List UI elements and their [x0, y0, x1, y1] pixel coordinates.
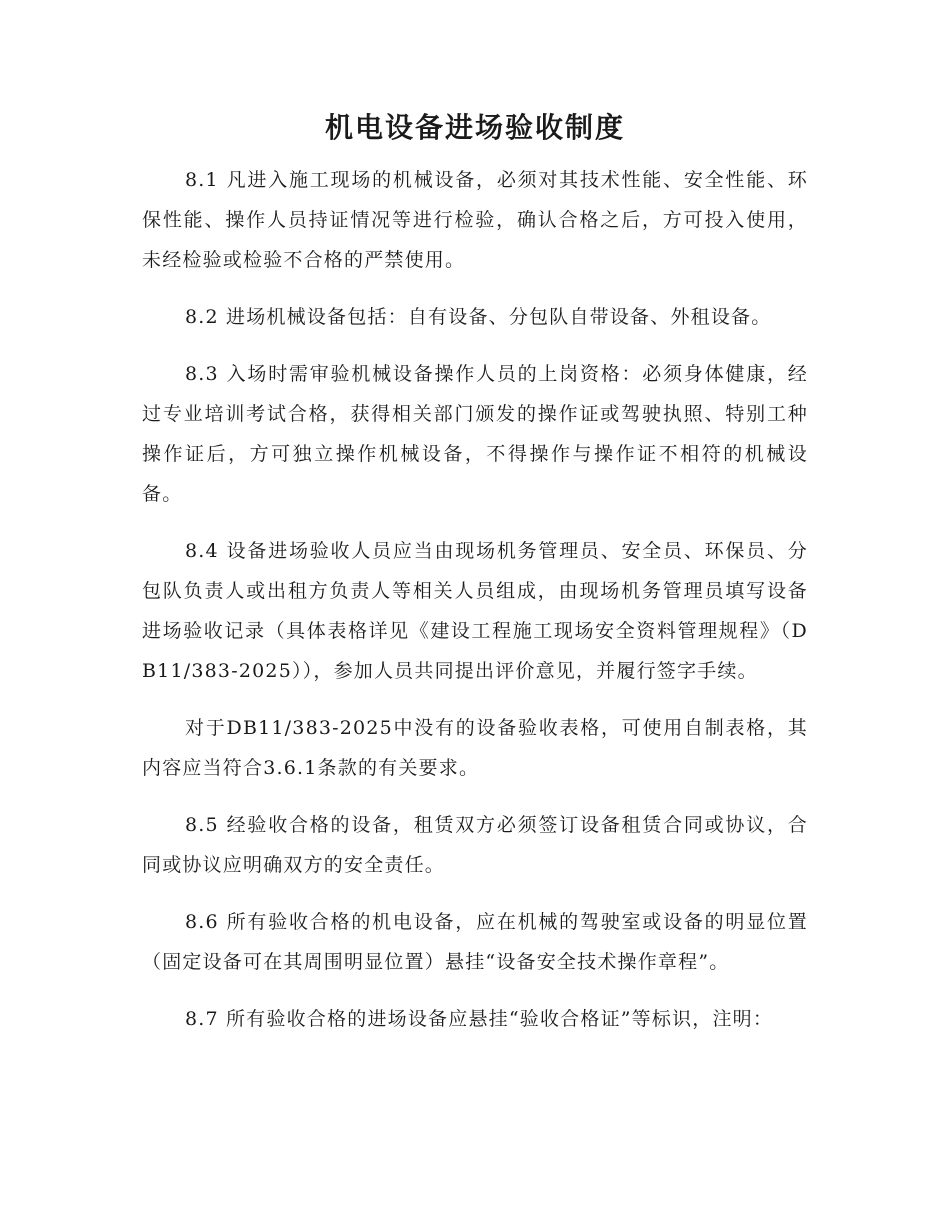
paragraph-8-7: 8.7 所有验收合格的进场设备应悬挂“验收合格证”等标识，注明：: [185, 1008, 774, 1030]
paragraph-8-6: 8.6 所有验收合格的机电设备，应在机械的驾驶室或设备的明显位置（固定设备可在其周围明显位置）悬挂“设备安全技术操作章程”。: [142, 911, 808, 973]
document-title: 机电设备进场验收制度: [324, 111, 625, 144]
document-body: [142, 160, 808, 1056]
paragraph-8-4-note: 对于DB11/383-2025中没有的设备验收表格，可使用自制表格，其内容应当符合3.6.1条款的有关要求。: [142, 717, 808, 779]
paragraph-8-2: 8.2 进场机械设备包括：自有设备、分包队自带设备、外租设备。: [185, 306, 772, 328]
paragraph-8-1: 8.1 凡进入施工现场的机械设备，必须对其技术性能、安全性能、环保性能、操作人员持证情况等进行检验，确认合格之后，方可投入使用，未经检验或检验不合格的严禁使用。: [142, 169, 808, 271]
paragraph-8-4: 8.4 设备进场验收人员应当由现场机务管理员、安全员、环保员、分包队负责人或出租方负责人等相关人员组成，由现场机务管理员填写设备进场验收记录（具体表格详见《建设工程施工现场安全资料管理规程》（DB11/383-2025）），参加人员共同提出评价意见，并履行签字手续。: [142, 540, 808, 682]
paragraph-8-3: 8.3 入场时需审验机械设备操作人员的上岗资格：必须身体健康，经过专业培训考试合格，获得相关部门颁发的操作证或驾驶执照、特别工种操作证后，方可独立操作机械设备，不得操作与操作证不相符的机械设备。: [142, 363, 808, 505]
paragraph-8-5: 8.5 经验收合格的设备，租赁双方必须签订设备租赁合同或协议，合同或协议应明确双方的安全责任。: [142, 814, 808, 876]
